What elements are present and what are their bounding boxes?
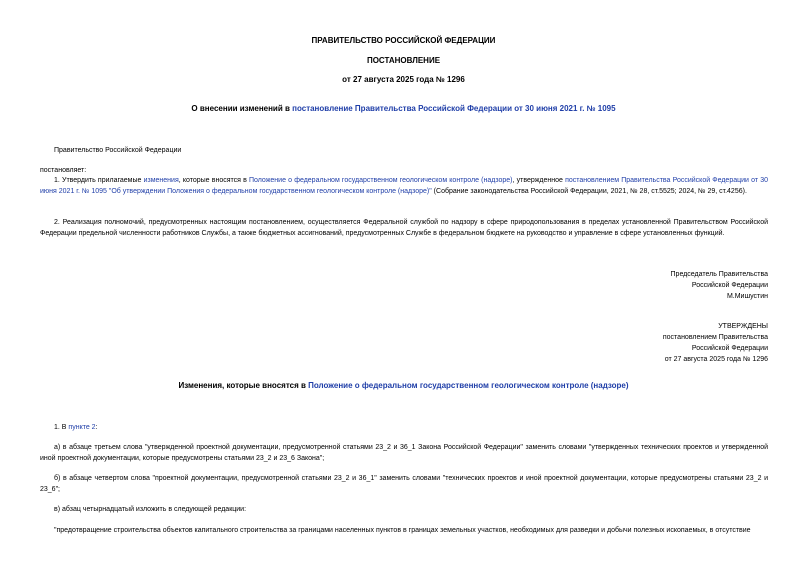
doc-type-heading: ПОСТАНОВЛЕНИЕ [366,56,441,65]
government-heading: ПРАВИТЕЛЬСТВО РОССИЙСКОЙ ФЕДЕРАЦИИ [311,36,496,45]
regulation-link[interactable]: Положение о федеральном государственном геологическом контроле (надзоре) [248,177,513,184]
date-number-heading: от 27 августа 2025 года № 1296 [342,75,465,84]
title-link[interactable]: постановление Правительства Российской Федерации от 30 июня 2021 г. № 1095 [292,104,616,113]
document-title [0,104,807,115]
changes-link[interactable]: изменения [143,177,179,184]
clause-1-text-1: 1. Утвердить прилагаемые [54,177,144,184]
clause-2: 2. Реализация полномочий, предусмотренных настоящим постановлением, осуществляется Федеральной службой по надзору в сфере природопользования в пределах установленной Правительством Российской Федерации предельной численности работников Службы, а также бюджетных ассигнований, предусмотренных Службе в федеральном бюджете на руководство и управление в сфере установленных функций. [40,219,768,237]
clause-1 [40,176,768,197]
changes-title [0,381,807,392]
change-item-1-suffix: : [95,424,98,431]
clause-1-text-2: , которые вносятся в [178,177,249,184]
point-2-link[interactable]: пункте 2 [68,424,96,431]
issuer: Правительство Российской Федерации [54,147,182,154]
subclause-a: а) в абзаце третьем слова "утвержденной проектной документации, предусмотренной статьями 23_2 и 36_1 Закона Российской Федерации" заменить словами "утвержденных технических проектов и утвержденной иной проектной документации, которые предусмотрены статьями 23_2 и 23_6 Закона"; [40,444,768,462]
title-prefix: О внесении изменений в [191,104,293,113]
change-item-1-prefix: 1. В [54,424,69,431]
approval-line-2: постановлением Правительства [662,334,768,341]
clause-1-text-3: , утвержденное [512,177,566,184]
quoted-text: "предотвращение строительства объектов капитального строительства за границами населенных пунктов в границах земельных участков, необходимых для разведки и добычи полезных ископаемых, в отсутствие [54,527,751,534]
signature-position-2: Российской Федерации [691,282,768,289]
changes-title-prefix: Изменения, которые вносятся в [178,381,309,390]
signature-position-1: Председатель Правительства [670,271,768,278]
approval-line-4: от 27 августа 2025 года № 1296 [664,356,768,363]
change-item-1 [54,423,98,434]
approval-line-1: УТВЕРЖДЕНЫ [718,323,768,330]
subclause-b: б) в абзаце четвертом слова "проектной документации, предусмотренной статьями 23_2 и 36_1" заменить словами "технических проектов и иной проектной документации, которые предусмотрены статьями 23_2 и 23_6"; [40,475,768,493]
resolution-link[interactable]: постановлением Правительства Российской Федерации от 30 июня 2021 г. № 1095 "Об утверждении Положения о федеральном государственном геологическом контроле (надзоре)" [40,177,768,195]
changes-title-link[interactable]: Положение о федеральном государственном геологическом контроле (надзоре) [308,381,629,390]
signature-name: М.Мишустин [726,293,768,300]
approval-line-3: Российской Федерации [691,345,768,352]
approval-block [663,321,768,365]
signature-block [671,269,768,302]
subclause-c: в) абзац четырнадцатый изложить в следующей редакции: [54,506,247,513]
decides: постановляет: [40,167,87,174]
clause-1-text-4: (Собрание законодательства Российской Федерации, 2021, № 28, ст.5525; 2024, № 29, ст.4256). [431,187,747,195]
